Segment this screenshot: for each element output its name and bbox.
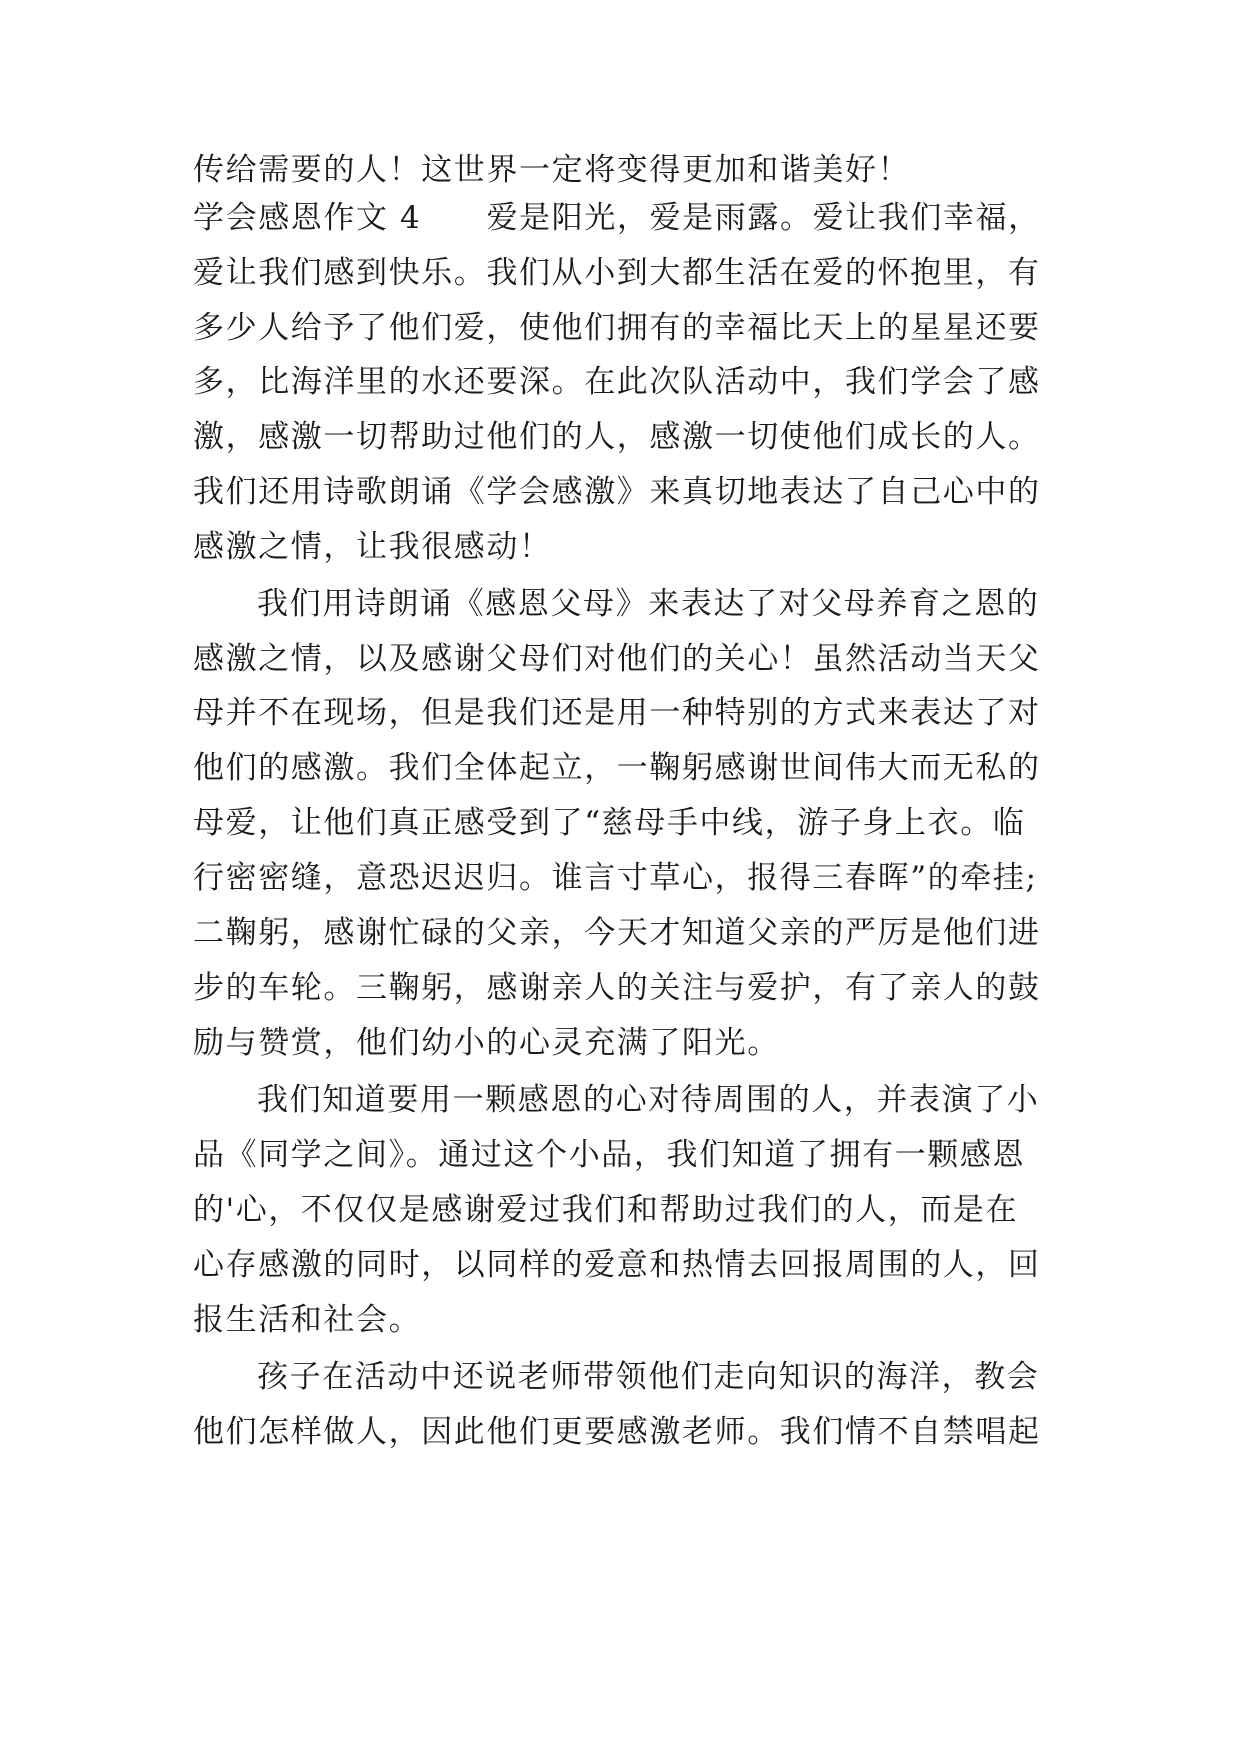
- text-line: 传给需要的人！这世界一定将变得更加和谐美好！: [193, 152, 911, 188]
- text-line: 报生活和社会。: [193, 1302, 422, 1338]
- text-line: 步的车轮。三鞠躬，感谢亲人的关注与爱护，有了亲人的鼓: [193, 970, 1041, 1006]
- text-line: 行密密缝，意恐迟迟归。谁言寸草心，报得三春晖”的牵挂;: [193, 860, 1038, 896]
- paragraph-first-line: 我们知道要用一颗感恩的心对待周围的人，并表演了小: [257, 1082, 1040, 1118]
- text-line: 心存感激的同时，以同样的爱意和热情去回报周围的人，回: [193, 1247, 1041, 1283]
- text-line: 励与赞赏，他们幼小的心灵充满了阳光。: [193, 1025, 780, 1061]
- text-line: 品《同学之间》。通过这个小品，我们知道了拥有一颗感恩: [193, 1137, 1026, 1173]
- text-line: 的'心，不仅仅是感谢爱过我们和帮助过我们的人，而是在: [193, 1192, 1019, 1228]
- text-line: 感激之情，让我很感动！: [193, 529, 552, 565]
- text-line: 多少人给予了他们爱，使他们拥有的幸福比天上的星星还要: [193, 310, 1041, 346]
- text-line: 他们的感激。我们全体起立，一鞠躬感谢世间伟大而无私的: [193, 750, 1041, 786]
- text-line: 二鞠躬，感谢忙碌的父亲，今天才知道父亲的严厉是他们进: [193, 915, 1041, 951]
- text-line: 母爱，让他们真正感受到了“慈母手中线，游子身上衣。临: [193, 805, 1026, 841]
- text-line: 激，感激一切帮助过他们的人，感激一切使他们成长的人。: [193, 419, 1041, 455]
- text-line: 感激之情，以及感谢父母们对他们的关心！虽然活动当天父: [193, 641, 1041, 677]
- paragraph-first-line: 我们用诗朗诵《感恩父母》来表达了对父母养育之恩的: [257, 586, 1040, 622]
- paragraph-first-line: 孩子在活动中还说老师带领他们走向知识的海洋，教会: [257, 1359, 1040, 1395]
- text-line: 多，比海洋里的水还要深。在此次队活动中，我们学会了感: [193, 364, 1041, 400]
- text-line: 学会感恩作文 4 爱是阳光，爱是雨露。爱让我们幸福，: [193, 200, 1041, 236]
- text-line: 他们怎样做人，因此他们更要感激老师。我们情不自禁唱起: [193, 1414, 1041, 1450]
- text-line: 我们还用诗歌朗诵《学会感激》来真切地表达了自己心中的: [193, 474, 1041, 510]
- text-line: 母并不在现场，但是我们还是用一种特别的方式来表达了对: [193, 695, 1041, 731]
- text-line: 爱让我们感到快乐。我们从小到大都生活在爱的怀抱里，有: [193, 255, 1041, 291]
